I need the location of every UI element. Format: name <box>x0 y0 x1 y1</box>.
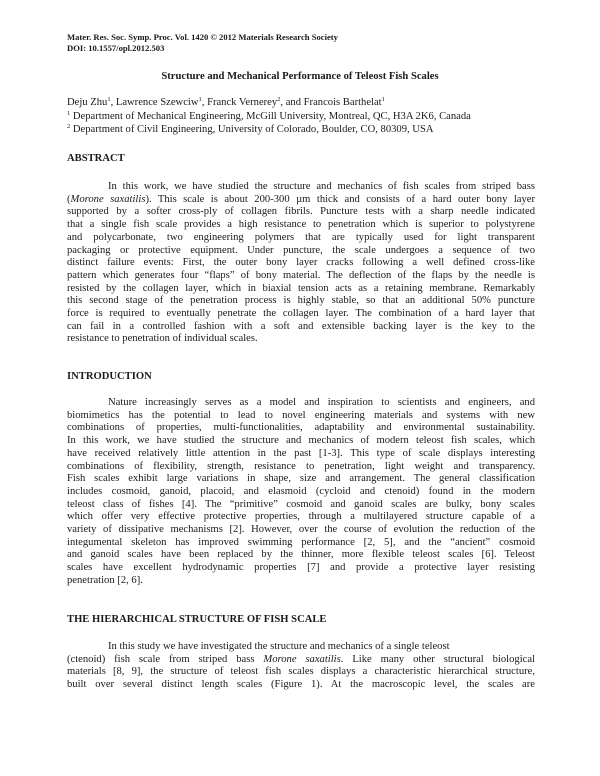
abstract-line-2: (Morone saxatilis). This scale is about 200-300 µm thick and consists of a hard outer bony layer <box>67 193 536 205</box>
hierarchical-line-2: (ctenoid) fish scale from striped bass Morone saxatilis. Like many other structural biological <box>67 653 536 665</box>
introduction-heading: INTRODUCTION <box>67 371 152 382</box>
author-list: Deju Zhu$^1$, Lawrence Szewciw$^1$, Franck Vernerey$^2$, and Francois Barthelat$^1$ <box>67 96 385 108</box>
introduction-paragraph: Nature increasingly serves as a model and inspiration to scientists and engineers, and biomimetics has the potential to lead to novel engineering materials and systems with new combinations of properties, multi-functionalities, adaptability and environmental sustainability. In this work, we have studied the structure and mechanics of modern teleost fish scales, which have received relatively little attention in the past [1-3]. This type of scale displays interesting combinations of flexibility, strength, resistance to penetration, light weight and transparency. Fish scales exhibit large variations in shape, size and arrangement. The general classification includes cosmoid, ganoid, placoid, and elasmoid (cycloid and ctenoid) found in the modern teleost class of fishes [4]. The “primitive” cosmoid and ganoid scales are bulky, bony scales which offer very effective protective properties, through a multilayered structure capable of a variety of dissipative mechanisms [2]. However, over the course of evolution the reduction of the integumental skeleton has improved swimming performance [2, 5], and the “ancient” cosmoid and ganoid scales have been replaced by the thinner, more flexible teleost scales [6]. Teleost scales have excellent hydrodynamic properties [7] and provide a protective layer resisting penetration [2, 6]. <box>67 397 535 586</box>
affiliation-1: $^1$ Department of Mechanical Engineering, McGill University, Montreal, QC, H3A 2K6, Canada <box>67 110 471 122</box>
hierarchical-paragraph: In this study we have investigated the structure and mechanics of a single teleost (ctenoid) fish scale from striped bass Morone saxatilis. Like many other structural biological materials [8, 9], the structure of teleost fish scales displays a characteristic hierarchical structure, built over several distinct length scales (Figure 1). At the macroscopic level, the scales are <box>67 641 536 691</box>
hierarchical-structure-heading: THE HIERARCHICAL STRUCTURE OF FISH SCALE <box>67 614 327 625</box>
doi-line: DOI: 10.1557/opl.2012.503 <box>67 43 165 53</box>
abstract-paragraph: In this work, we have studied the structure and mechanics of fish scales from striped bass (Morone saxatilis). This scale is about 200-300 µm thick and consists of a hard outer bony layer supported by a softer cross-ply of collagen fibrils. Puncture tests with a sharp needle indicated that a single fish scale provides a high resistance to penetration which is superior to polystyrene and polycarbonate, two engineering polymers that are typically used for light transparent packaging or protective equipment. Under puncture, the scale undergoes a sequence of two distinct failure events: First, the outer bony layer cracks following a well defined cross-like pattern which generates four “flaps” of bony material. The deflection of the flaps by the needle is resisted by the collagen layer, which in biaxial tension acts as a retaining membrane. Remarkably this second stage of the penetration process is highly stable, so that an additional 50% puncture force is required to eventually penetrate the collagen layer. The combination of a hard layer that can fail in a controlled fashion with a soft and extensible backing layer is the key to the resistance to penetration of individual scales. <box>67 181 536 345</box>
abstract-heading: ABSTRACT <box>67 153 125 164</box>
paper-title: Structure and Mechanical Performance of Teleost Fish Scales <box>161 71 439 82</box>
affiliation-2: $^2$ Department of Civil Engineering, University of Colorado, Boulder, CO, 80309, USA <box>67 123 434 135</box>
journal-citation: Mater. Res. Soc. Symp. Proc. Vol. 1420 © 2012 Materials Research Society <box>67 32 338 42</box>
